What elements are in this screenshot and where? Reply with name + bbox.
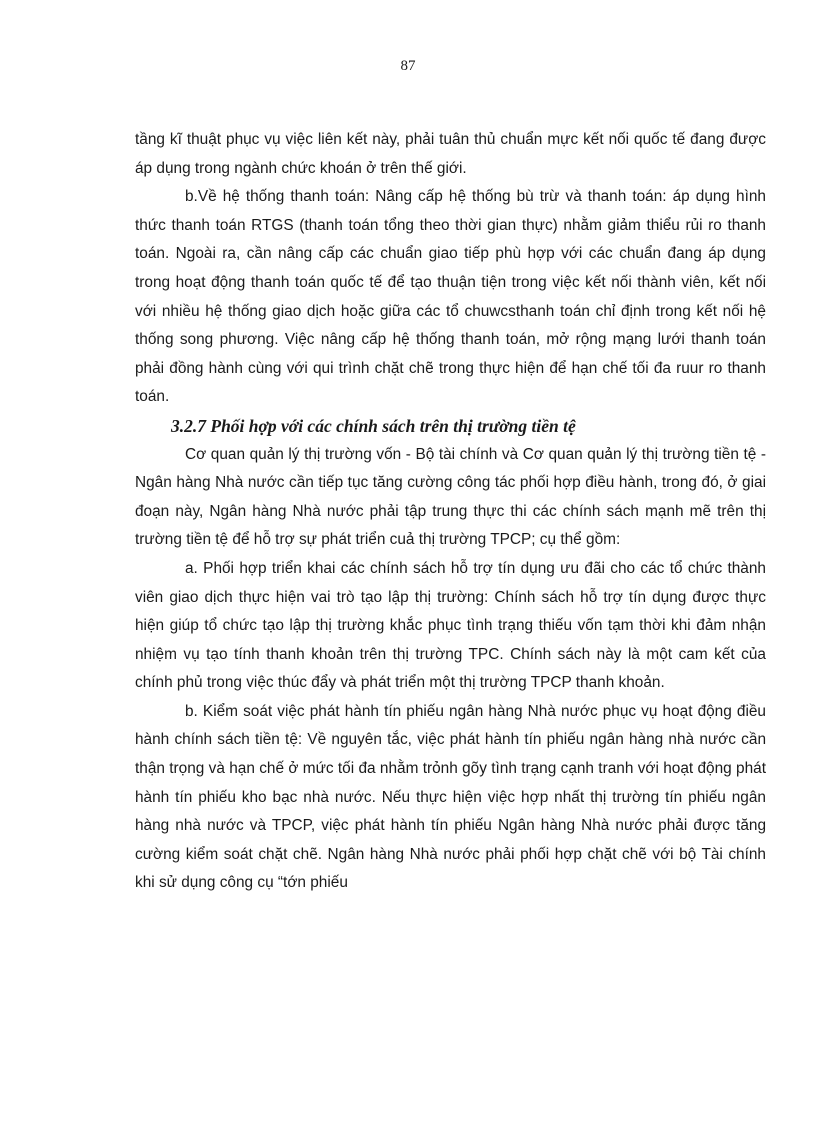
- paragraph-payment-system: b.Về hệ thống thanh toán: Nâng cấp hệ thống bù trừ và thanh toán: áp dụng hình thức thanh toán RTGS (thanh toán tổng theo thời gian thực) nhằm giảm thiểu rủi ro thanh toán. Ngoài ra, cần nâng cấp các chuẩn giao tiếp phù hợp với các chuẩn đang áp dụng trong hoạt động thanh toán quốc tế để tạo thuận tiện trong việc kết nối thành viên, kết nối với nhiều hệ thống giao dịch hoặc giữa các tổ chuwcsthanh toán chỉ định trong kết nối hệ thống song phương. Việc nâng cấp hệ thống thanh toán, mở rộng mạng lưới thanh toán phải đồng hành cùng với qui trình chặt chẽ trong thực hiện để hạn chế tối đa ruur ro thanh toán.: [135, 188, 766, 406]
- document-body: [135, 126, 766, 898]
- paragraph-coordination: Cơ quan quản lý thị trường vốn - Bộ tài chính và Cơ quan quản lý thị trường tiền tệ - Ngân hàng Nhà nước cần tiếp tục tăng cường công tác phối hợp điều hành, trong đó, ở giai đoạn này, Ngân hàng Nhà nước phải tập trung thực thi các chính sách mạnh mẽ trên thị trường tiền tệ để hỗ trợ sự phát triển cuả thị trường TPCP; cụ thể gồm:: [135, 445, 766, 549]
- page-number: 87: [400, 58, 416, 74]
- paragraph-continuation: tầng kĩ thuật phục vụ việc liên kết này, phải tuân thủ chuẩn mực kết nối quốc tế đang được áp dụng trong ngành chức khoán ở trên thế giới.: [135, 131, 766, 177]
- section-heading: 3.2.7 Phối hợp với các chính sách trên thị trường tiền tệ: [171, 415, 576, 436]
- paragraph-credit-support: a. Phối hợp triển khai các chính sách hỗ trợ tín dụng ưu đãi cho các tổ chức thành viên giao dịch thực hiện vai trò tạo lập thị trường: Chính sách hỗ trợ tín dụng được thực hiện giúp tổ chức tạo lập thị trường khắc phục tình trạng thiếu vốn tạm thời khi đảm nhận nhiệm vụ tạo tính thanh khoản trên thị trường TPC. Chính sách này là một cam kết của chính phủ trong việc thúc đẩy và phát triển một thị trường TPCP thanh khoản.: [135, 559, 766, 692]
- paragraph-bill-issuance: b. Kiểm soát việc phát hành tín phiếu ngân hàng Nhà nước phục vụ hoạt động điều hành chính sách tiền tệ: Về nguyên tắc, việc phát hành tín phiếu ngân hàng nhà nước cần thận trọng và hạn chế ở mức tối đa nhằm trỏnh gõy tình trạng cạnh tranh với hoạt động phát hành tín phiếu kho bạc nhà nước. Nếu thực hiện việc hợp nhất thị trường tín phiếu ngân hàng nhà nước và TPCP, việc phát hành tín phiếu Ngân hàng Nhà nước phải được tăng cường kiểm soát chặt chẽ. Ngân hàng Nhà nước phải phối hợp chặt chẽ với bộ Tài chính khi sử dụng công cụ “tớn phiếu: [135, 702, 766, 892]
